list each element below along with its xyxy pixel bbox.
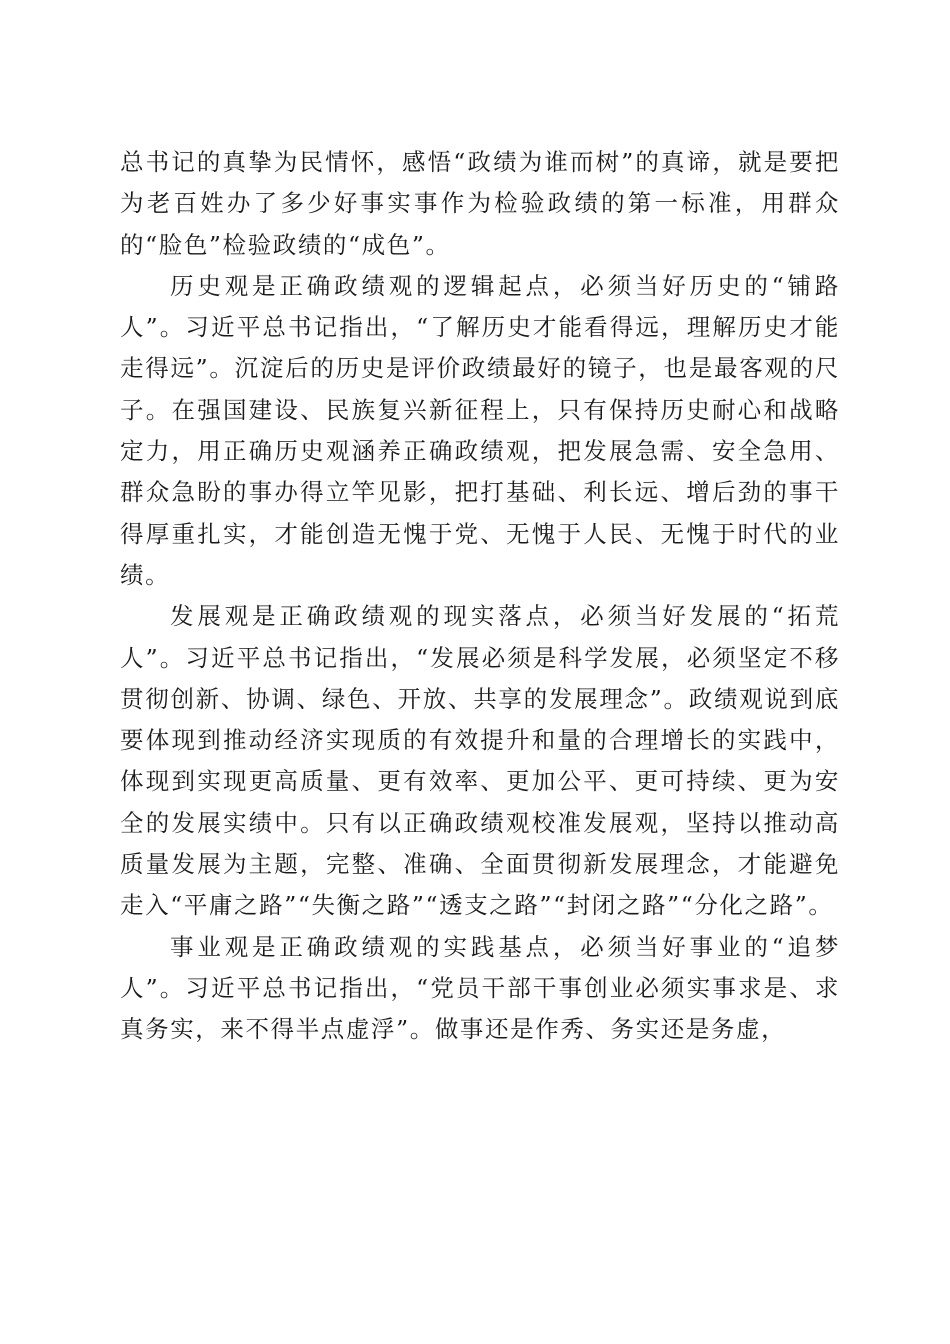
paragraph-career-view: 事业观是正确政绩观的实践基点，必须当好事业的“追梦人”。习近平总书记指出，“党员干部干事创业必须实事求是、求真务实，来不得半点虚浮”。做事还是作秀、务实还是务虚， [120,932,840,1044]
paragraph-history-view: 历史观是正确政绩观的逻辑起点，必须当好历史的“铺路人”。习近平总书记指出，“了解历史才能看得远，理解历史才能走得远”。沉淀后的历史是评价政绩最好的镜子，也是最客观的尺子。在强国建设、民族复兴新征程上，只有保持历史耐心和战略定力，用正确历史观涵养正确政绩观，把发展急需、安全急用、群众急盼的事办得立竿见影，把打基础、利长远、增后劲的事干得厚重扎实，才能创造无愧于党、无愧于人民、无愧于时代的业绩。 [120,271,840,589]
document-body [120,142,840,1051]
paragraph-continuation: 总书记的真挚为民情怀，感悟“政绩为谁而树”的真谛，就是要把为老百姓办了多少好事实事作为检验政绩的第一标准，用群众的“脸色”检验政绩的“成色”。 [120,148,840,259]
paragraph-development-view: 发展观是正确政绩观的现实落点，必须当好发展的“拓荒人”。习近平总书记指出，“发展必须是科学发展，必须坚定不移贯彻创新、协调、绿色、开放、共享的发展理念”。政绩观说到底要体现到推动经济实现质的有效提升和量的合理增长的实践中，体现到实现更高质量、更有效率、更加公平、更可持续、更为安全的发展实绩中。只有以正确政绩观校准发展观，坚持以推动高质量发展为主题，完整、准确、全面贯彻新发展理念，才能避免走入“平庸之路”“失衡之路”“透支之路”“封闭之路”“分化之路”。 [120,602,840,920]
